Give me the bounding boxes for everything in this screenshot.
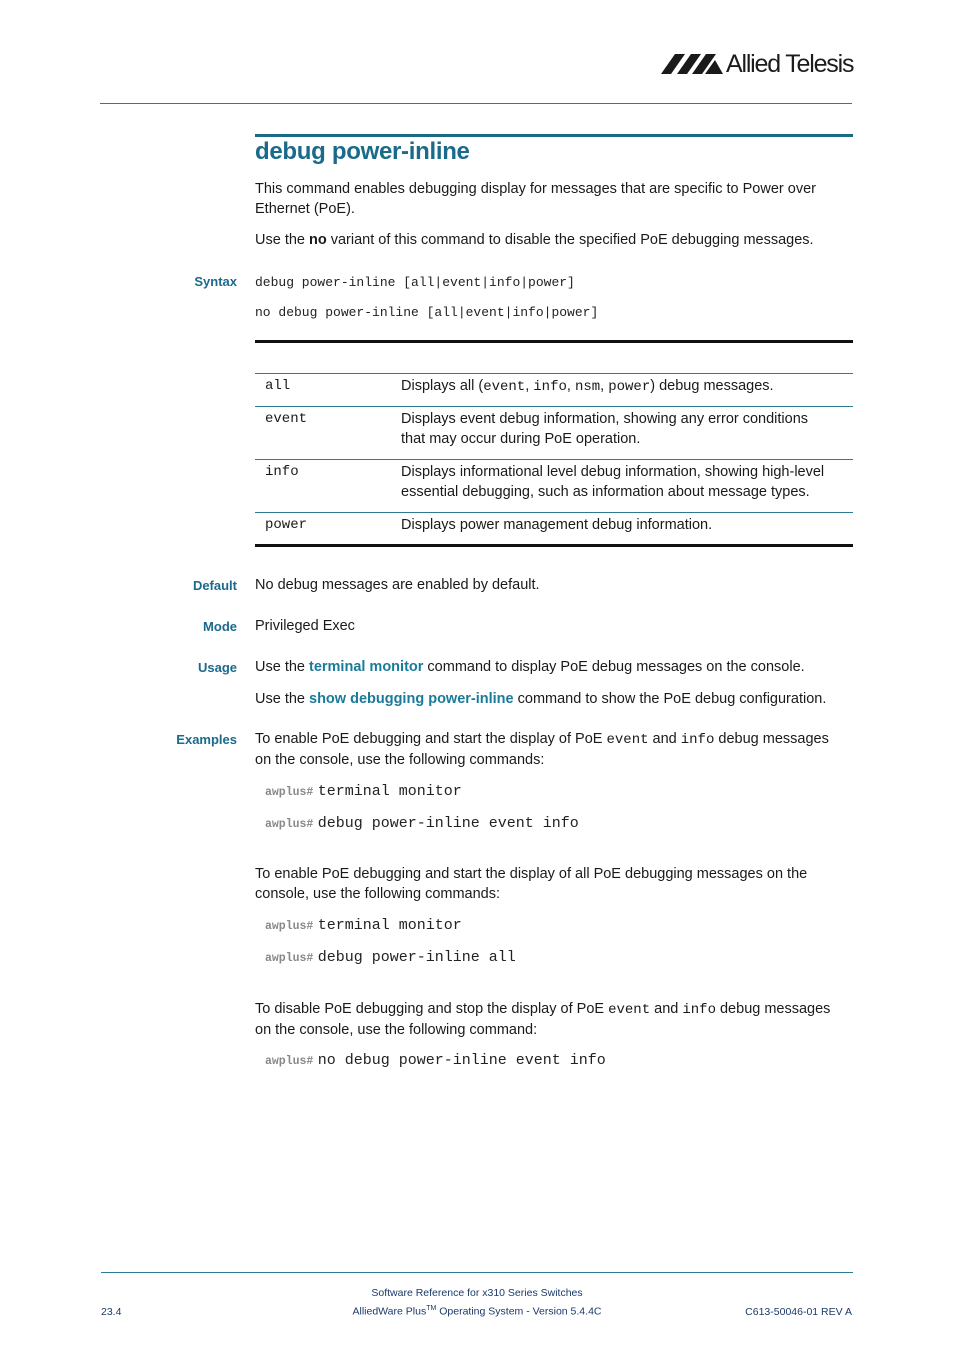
prompt: awplus#: [265, 818, 314, 831]
example-1-description: To enable PoE debugging and start the display of PoE event and info debug messages on the console, use the following commands:: [255, 730, 855, 770]
syntax-label: Syntax: [194, 274, 237, 289]
default-text: No debug messages are enabled by default.: [255, 577, 540, 593]
show-debugging-power-inline-link[interactable]: show debugging power-inline: [309, 691, 514, 707]
example-2-line-2: console, use the following commands:: [255, 885, 501, 902]
parameter-table: [255, 340, 853, 547]
footer-rule: [101, 1272, 853, 1273]
desc-cell: [401, 462, 849, 502]
intro-paragraph: [255, 180, 855, 219]
command-text: no debug power-inline event info: [317, 1052, 606, 1069]
prompt: awplus#: [265, 786, 314, 799]
title-bar: [255, 134, 853, 137]
desc-line: Displays event debug information, showing any error conditions: [401, 411, 809, 427]
allied-telesis-logo: [661, 50, 856, 80]
usage-label: Usage: [197, 660, 237, 675]
examples-label: Examples: [176, 732, 237, 747]
logo-text: Allied Telesis: [726, 50, 854, 78]
mode-text: Privileged Exec: [255, 618, 355, 634]
table-bottom-rule: [255, 544, 853, 547]
example-3-description: To disable PoE debugging and stop the display of PoE event and info debug messages on the console, use the following command:: [255, 1000, 855, 1040]
prompt: awplus#: [265, 952, 314, 965]
table-row: [255, 407, 853, 460]
mode-label: Mode: [203, 619, 237, 634]
desc-cell: Displays power management debug information.: [401, 517, 713, 533]
table-row: [255, 374, 853, 407]
no-keyword: no: [309, 232, 327, 248]
example-2-line-1: To enable PoE debugging and start the display of all PoE debugging messages on the: [255, 866, 808, 882]
param-cell: info: [265, 464, 299, 480]
command-text: debug power-inline all: [317, 949, 516, 966]
command-text: terminal monitor: [317, 783, 462, 800]
page-title: debug power-inline: [255, 138, 470, 165]
no-variant-paragraph: [255, 231, 814, 251]
param-cell: event: [265, 411, 308, 427]
footer-version: AlliedWare Plus™ Operating System - Version 5.4.4C: [352, 1305, 602, 1318]
no-variant-suffix: variant of this command to disable the specified PoE debugging messages.: [326, 232, 814, 248]
desc-cell: [401, 409, 849, 449]
doc-id: C613-50046-01 REV A: [745, 1306, 852, 1318]
param-cell: all: [265, 378, 291, 394]
logo-mark-icon: [661, 54, 723, 74]
intro-line-2: Ethernet (PoE).: [255, 200, 355, 217]
example-3-line-2: on the console, use the following command:: [255, 1021, 538, 1038]
prompt: awplus#: [265, 920, 314, 933]
desc-line: essential debugging, such as information about message types.: [401, 484, 810, 500]
command-text: debug power-inline event info: [317, 815, 579, 832]
example-command: [265, 916, 462, 934]
intro-line-1: This command enables debugging display for messages that are specific to Power over: [255, 181, 816, 197]
example-command: [265, 814, 579, 832]
terminal-monitor-link[interactable]: terminal monitor: [309, 659, 424, 675]
example-2-description: [255, 865, 855, 904]
example-1-line-2: on the console, use the following commands:: [255, 751, 545, 768]
usage-paragraph-1: Use the terminal monitor command to display PoE debug messages on the console.: [255, 659, 805, 675]
example-command: [265, 948, 516, 966]
no-variant-prefix: Use the: [255, 232, 309, 248]
table-row: [255, 460, 853, 513]
usage-paragraph-2: Use the show debugging power-inline command to show the PoE debug configuration.: [255, 691, 827, 707]
command-text: terminal monitor: [317, 917, 462, 934]
syntax-line-1: debug power-inline [all|event|info|power]: [255, 275, 575, 290]
default-label: Default: [192, 578, 237, 593]
desc-cell: Displays all (event, info, nsm, power) debug messages.: [401, 378, 774, 395]
desc-line: that may occur during PoE operation.: [401, 431, 641, 447]
page-number: 23.4: [101, 1306, 122, 1318]
example-command: [265, 782, 462, 800]
header-rule: [100, 103, 852, 104]
syntax-line-2: no debug power-inline [all|event|info|power]: [255, 305, 599, 320]
prompt: awplus#: [265, 1055, 314, 1068]
table-header-row: [255, 343, 853, 374]
footer-title: Software Reference for x310 Series Switches: [371, 1287, 583, 1299]
param-cell: power: [265, 517, 308, 533]
table-row: [255, 513, 853, 544]
example-command: [265, 1051, 606, 1069]
desc-line: Displays informational level debug information, showing high-level: [401, 464, 825, 480]
